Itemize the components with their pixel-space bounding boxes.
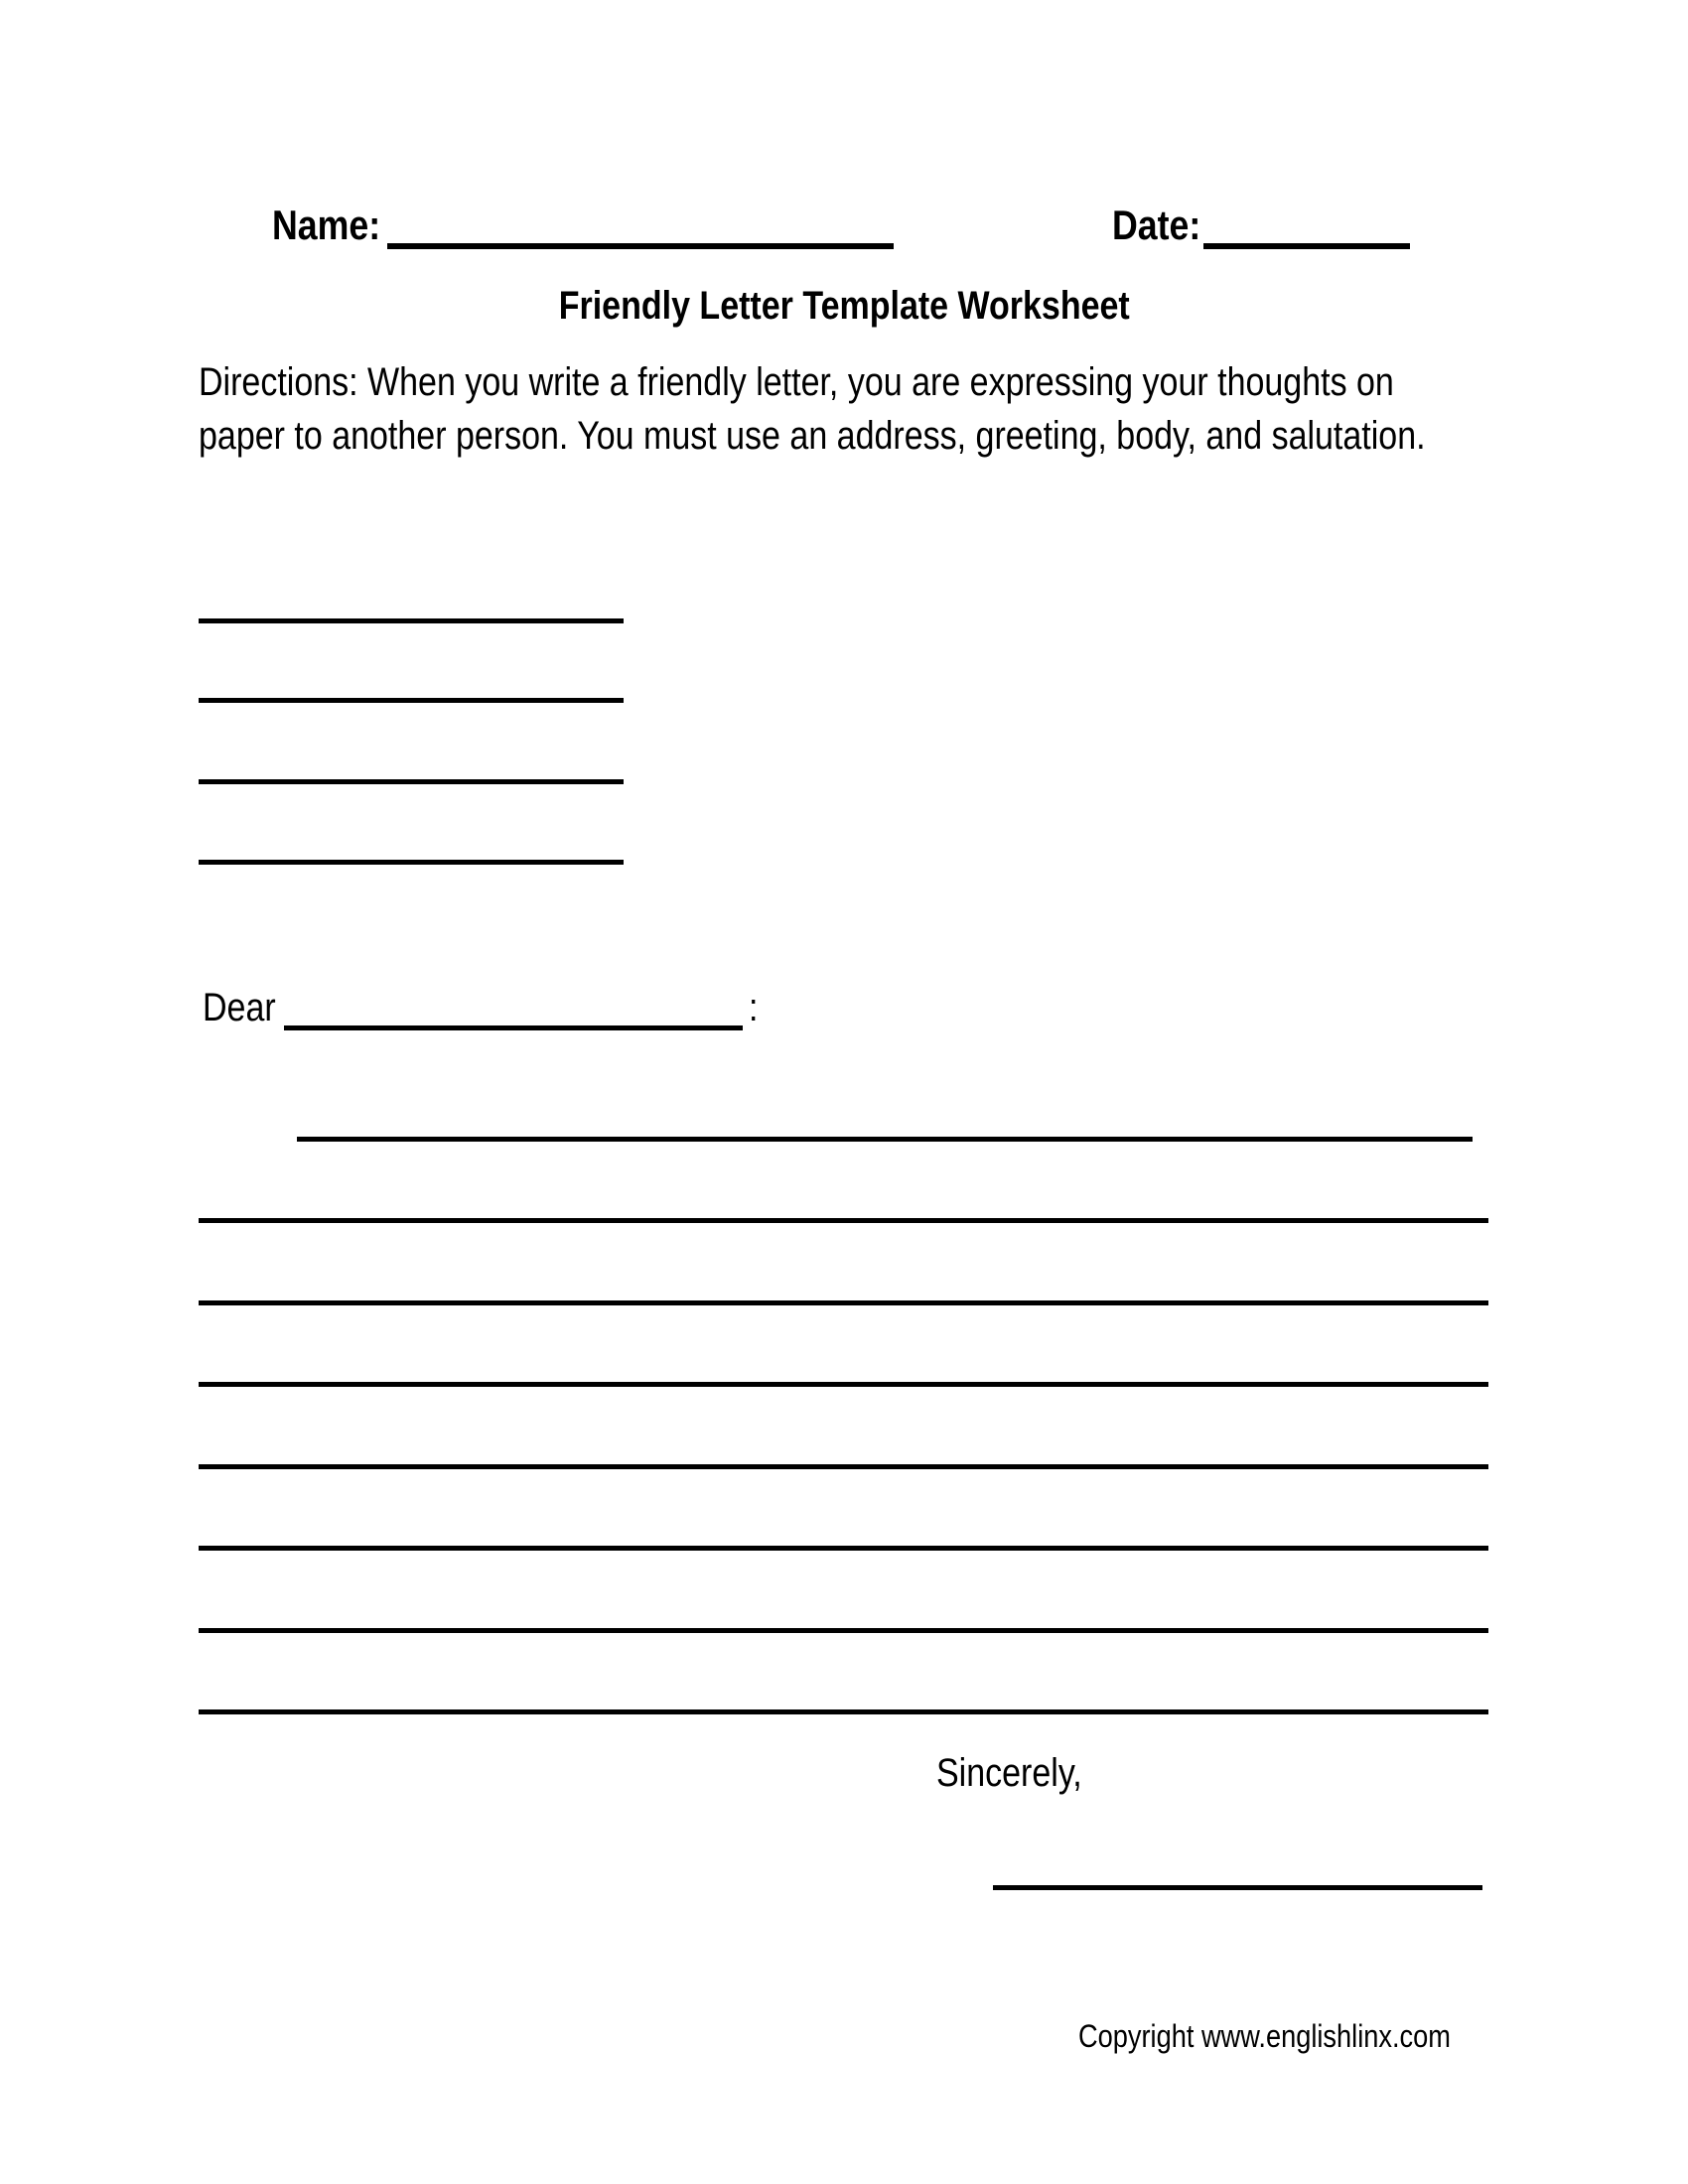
directions-line-2: paper to another person. You must use an address, greeting, body, and salutation. — [199, 414, 1426, 458]
page-title — [0, 283, 1688, 329]
name-blank-line[interactable] — [387, 243, 894, 249]
dear-label: Dear — [203, 986, 276, 1029]
address-blank-line-3[interactable] — [199, 779, 624, 784]
name-label — [272, 202, 399, 249]
directions-line-1: Directions: When you write a friendly letter, you are expressing your thoughts on — [199, 360, 1394, 404]
date-label — [1112, 202, 1216, 249]
page-title-text: Friendly Letter Template Worksheet — [558, 284, 1130, 328]
sincerely-label: Sincerely, — [936, 1751, 1082, 1795]
address-blank-line-4[interactable] — [199, 860, 624, 865]
dear-blank-line[interactable] — [284, 1025, 743, 1030]
body-indented-blank-line[interactable] — [297, 1137, 1473, 1142]
name-label-text: Name: — [272, 202, 381, 248]
address-blank-line-1[interactable] — [199, 618, 624, 623]
body-blank-line-4[interactable] — [199, 1464, 1488, 1469]
body-blank-line-5[interactable] — [199, 1546, 1488, 1551]
body-blank-line-7[interactable] — [199, 1709, 1488, 1714]
address-blank-line-2[interactable] — [199, 698, 624, 703]
signature-blank-line[interactable] — [993, 1885, 1482, 1890]
copyright-text: Copyright www.englishlinx.com — [1078, 2018, 1451, 2054]
date-label-text: Date: — [1112, 202, 1201, 248]
date-blank-line[interactable] — [1203, 243, 1410, 249]
body-blank-line-1[interactable] — [199, 1218, 1488, 1223]
body-blank-line-2[interactable] — [199, 1300, 1488, 1305]
body-blank-line-6[interactable] — [199, 1628, 1488, 1633]
body-blank-line-3[interactable] — [199, 1382, 1488, 1387]
dear-colon: : — [749, 986, 759, 1029]
